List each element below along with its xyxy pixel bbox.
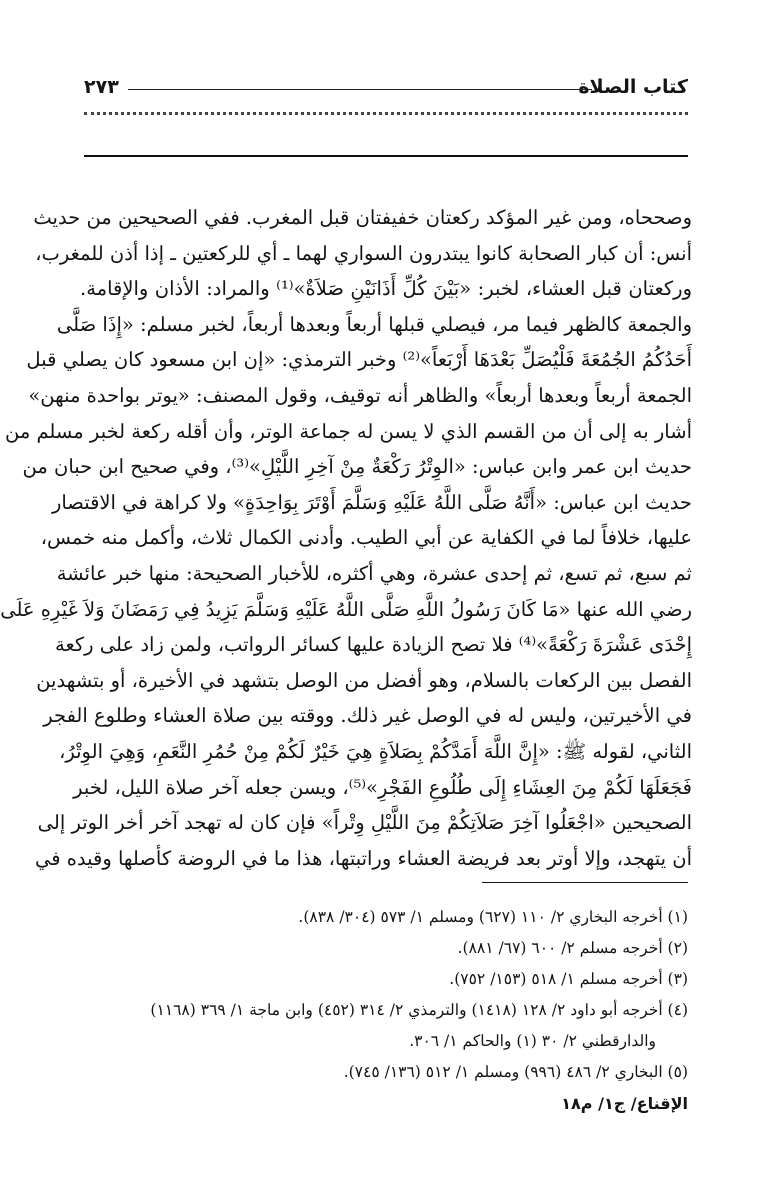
book-title: كتاب الصلاة: [578, 76, 688, 98]
text-line: حديث ابن عباس: «أَنَّهُ صَلَّى اللَّهُ عَلَيْهِ وَسَلَّمَ أَوْتَرَ بِوَاحِدَةٍ» ولا كراهة في الاقتصار: [51, 490, 692, 514]
footnote-4-continued: والدارقطني ٢/ ٣٠ (١) والحاكم ١/ ٣٠٦.: [409, 1032, 656, 1050]
text-line: رضي الله عنها «مَا كَانَ رَسُولُ اللَّهِ صَلَّى اللَّهُ عَلَيْهِ وَسَلَّمَ يَزِيدُ فِي رَمَضَانَ وَلاَ غَيْرِهِ عَلَى: [0, 597, 692, 621]
footnote-1: (١) أخرجه البخاري ٢/ ١١٠ (٦٢٧) ومسلم ١/ ٥٧٣ (٣٠٤/ ٨٣٨).: [298, 908, 688, 926]
footnotes: [84, 902, 688, 1088]
text-line: أن يتهجد، وإلا أوتر بعد فريضة العشاء وراتبتها، هذا ما في الروضة كأصلها وقيده في: [34, 846, 692, 870]
footnote-3: (٣) أخرجه مسلم ١/ ٥١٨ (١٥٣/ ٧٥٢).: [449, 970, 688, 988]
text-line: وركعتان قبل العشاء، لخبر: «بَيْنَ كُلِّ أَذَانَيْنِ صَلاَةٌ»⁽¹⁾ والمراد: الأذان والإقامة.: [80, 277, 692, 301]
text-line: الثاني، لقوله ﷺ: «إِنَّ اللَّهَ أَمَدَّكُمْ بِصَلاَةٍ هِيَ خَيْرٌ لَكُمْ مِنْ حُمُرِ النَّعَمِ، وَهِيَ الوِتْرُ،: [59, 739, 692, 763]
text-line: حديث ابن عمر وابن عباس: «الوِتْرُ رَكْعَةٌ مِنْ آخِرِ اللَّيْلِ»⁽³⁾، وفي صحيح ابن حبان من: [22, 455, 692, 479]
text-line: عليها، خلافاً لما في الكفاية عن أبي الطيب. وأدنى الكمال ثلاث، وأكمل منه خمس،: [40, 526, 692, 550]
text-line: ثم سبع، ثم تسع، ثم إحدى عشرة، وهي أكثره، للأخبار الصحيحة: منها خبر عائشة: [56, 561, 692, 585]
text-line: أشار به إلى أن من القسم الذي لا يسن له جماعة الوتر، وأن أقله ركعة لخبر مسلم من: [4, 419, 692, 443]
footnote-2: (٢) أخرجه مسلم ٢/ ٦٠٠ (٦٧/ ٨٨١).: [457, 939, 688, 957]
header-line: [128, 89, 592, 90]
text-line: في الأخيرتين، وليس له في الوصل غير ذلك. ووقته بين صلاة العشاء وطلوع الفجر: [43, 704, 692, 728]
dotted-separator: [84, 112, 688, 115]
text-line: والجمعة كالظهر فيما مر، فيصلي قبلها أربعاً وبعدها أربعاً، لخبر مسلم: «إِذَا صَلَّى: [56, 312, 692, 336]
text-line: أنس: أن كبار الصحابة كانوا يبتدرون السواري لهما ـ أي للركعتين ـ إذا أذن للمغرب،: [35, 241, 692, 265]
text-line: أَحَدُكُمُ الجُمُعَةَ فَلْيُصَلِّ بَعْدَهَا أَرْبَعاً»⁽²⁾ وخبر الترمذي: «إن ابن مسعود كان يصلي قبل: [26, 348, 692, 372]
text-line: فَجَعَلَهَا لَكُمْ مِنَ العِشَاءِ إِلَى طُلُوعِ الفَجْرِ»⁽⁵⁾، ويسن جعله آخر صلاة الليل، لخبر: [73, 775, 692, 799]
footnote-5: (٥) البخاري ٢/ ٤٨٦ (٩٩٦) ومسلم ١/ ٥١٢ (١٣٦/ ٧٤٥).: [343, 1063, 688, 1081]
top-rule: [84, 155, 688, 157]
text-line: الفصل بين الركعات بالسلام، وهو أفضل من الوصل بتشهد في الأخيرة، أو بتشهدين: [36, 668, 692, 692]
main-text: [0, 200, 692, 876]
text-line: وصححاه، ومن غير المؤكد ركعتان خفيفتان قبل المغرب. ففي الصحيحين من حديث: [33, 206, 692, 229]
footnote-separator: [482, 882, 688, 883]
text-line: الصحيحين «اجْعَلُوا آخِرَ صَلاَتِكُمْ مِنَ اللَّيْلِ وِتْراً» فإن كان له تهجد آخر أخر الوتر إلى: [37, 811, 692, 835]
footnote-4: (٤) أخرجه أبو داود ٢/ ١٢٨ (١٤١٨) والترمذي ٢/ ٣١٤ (٤٥٢) وابن ماجة ١/ ٣٦٩ (١١٦٨): [150, 1001, 688, 1019]
page-number: ٢٧٣: [84, 76, 119, 98]
text-line: الجمعة أربعاً وبعدها أربعاً» والظاهر أنه توقيف، وقول المصنف: «يوتر بواحدة منهن»: [28, 383, 692, 407]
signature-mark: الإقناع/ ج١/ م١٨: [561, 1094, 688, 1113]
text-line: إِحْدَى عَشْرَةَ رَكْعَةً»⁽⁴⁾ فلا تصح الزيادة عليها كسائر الرواتب، ولمن زاد على ركعة: [55, 633, 692, 657]
running-header: [84, 76, 688, 106]
